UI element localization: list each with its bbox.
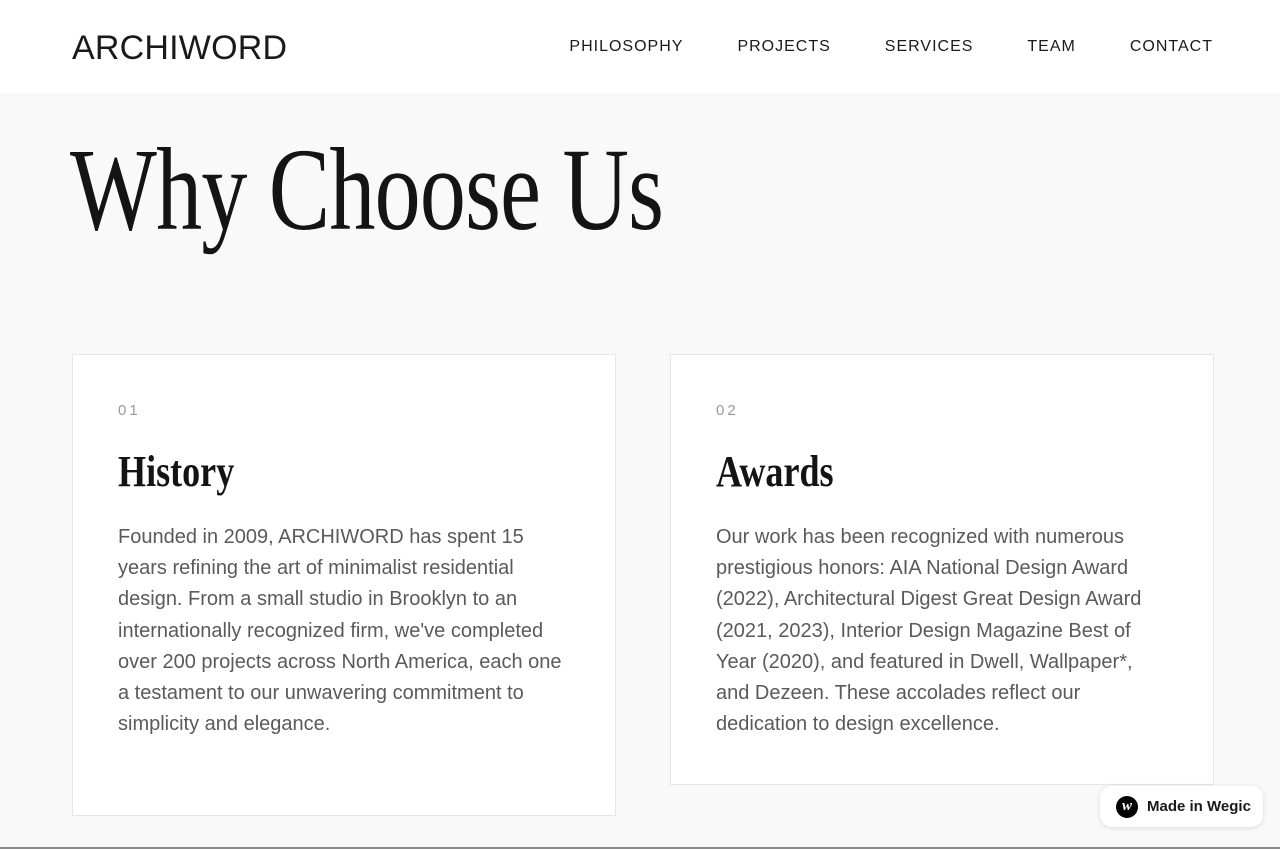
badge-label: Made in Wegic (1147, 798, 1251, 815)
nav-item-contact[interactable]: CONTACT (1129, 38, 1213, 55)
nav-item-projects[interactable]: PROJECTS (737, 38, 831, 55)
card-title: Awards (716, 447, 834, 496)
card-title: History (118, 447, 235, 496)
site-header (0, 0, 1280, 93)
card-awards (670, 354, 1214, 785)
nav-item-team[interactable]: TEAM (1027, 38, 1076, 55)
card-number: 02 (716, 402, 739, 419)
card-number: 01 (118, 402, 141, 419)
wegic-logo-icon: w (1116, 796, 1138, 818)
page-title: Why Choose Us (70, 124, 664, 255)
card-body: Our work has been recognized with numerous prestigious honors: AIA National Design Award (2022), Architectural Digest Great Design Award (2021, 2023), Interior Design Magazine Best of Year (2020), and featured in Dwell, Wallpaper*, and Dezeen. These accolades reflect our dedication to design excellence. (716, 526, 1142, 736)
made-in-wegic-badge[interactable] (1100, 786, 1263, 827)
nav-item-services[interactable]: SERVICES (884, 38, 974, 55)
nav-item-philosophy[interactable]: PHILOSOPHY (569, 38, 684, 55)
logo[interactable]: ARCHIWORD (72, 29, 288, 67)
main-nav (569, 37, 1213, 57)
card-history (72, 354, 616, 816)
card-body: Founded in 2009, ARCHIWORD has spent 15 years refining the art of minimalist residential design. From a small studio in Brooklyn to an internationally recognized firm, we've completed over 200 projects across North America, each one a testament to our unwavering commitment to simplicity and elegance. (118, 526, 562, 736)
